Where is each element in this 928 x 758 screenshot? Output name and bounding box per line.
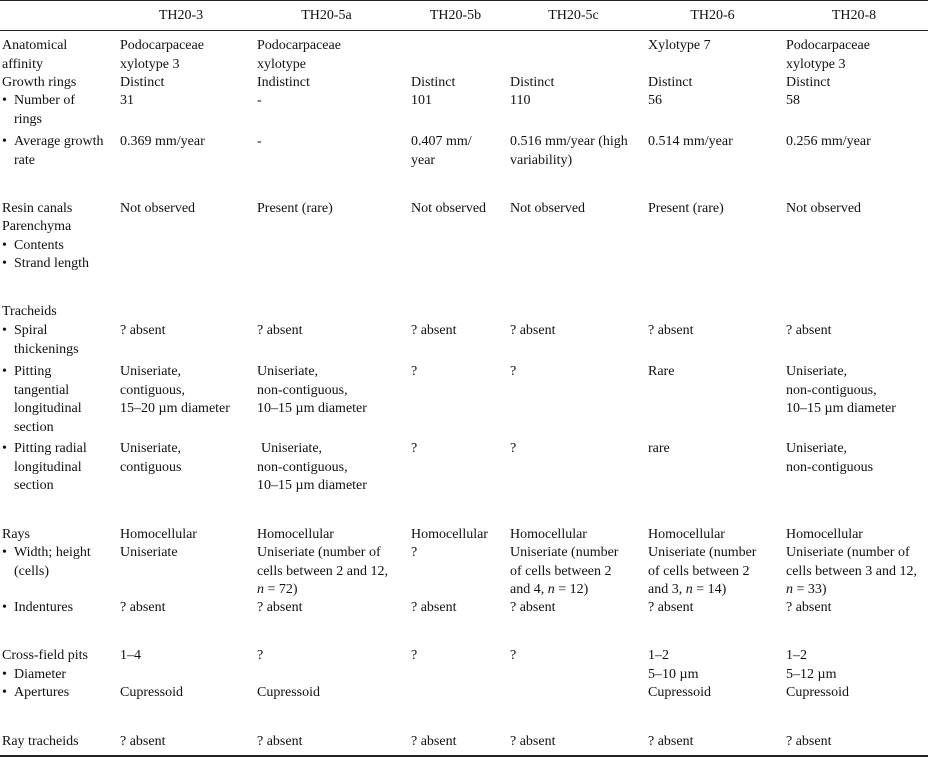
crossfield-th20-6: 1–2 <box>648 648 669 663</box>
rings-th20-5c: 110 <box>510 93 531 108</box>
affinity-th20-6: Xylotype 7 <box>648 38 711 53</box>
pit-rad-th20-8: Uniseriate, non-contiguous <box>786 441 874 475</box>
ray-tracheids-th20-6: ? absent <box>648 734 694 749</box>
pit-rad-th20-6: rare <box>648 441 670 456</box>
rate-th20-3: 0.369 mm/year <box>120 134 205 149</box>
indentures-th20-6: ? absent <box>648 600 694 615</box>
apertures-th20-8: Cupressoid <box>786 685 849 700</box>
row-label-resin-canals: Resin canals <box>2 201 73 216</box>
row-label-contents: • Contents <box>2 237 64 256</box>
apertures-th20-3: Cupressoid <box>120 685 183 700</box>
resin-th20-8: Not observed <box>786 201 862 216</box>
spiral-th20-5a: ? absent <box>257 323 303 338</box>
crossfield-th20-5b: ? <box>411 648 418 663</box>
row-label-strand-length: • Strand length <box>2 255 89 274</box>
resin-th20-5b: Not observed <box>411 201 487 216</box>
growth-th20-3: Distinct <box>120 75 165 90</box>
row-label-diameter: • Diameter <box>2 666 66 685</box>
resin-th20-5c: Not observed <box>510 201 586 216</box>
row-label-indentures: • Indentures <box>2 599 73 618</box>
rays-th20-5a: Homocellular <box>257 527 334 542</box>
growth-th20-8: Distinct <box>786 75 831 90</box>
header-rule <box>0 30 928 31</box>
ray-tracheids-th20-5c: ? absent <box>510 734 556 749</box>
growth-th20-5c: Distinct <box>510 75 555 90</box>
rate-th20-5b: 0.407 mm/ year <box>411 134 472 168</box>
col-header-th20-5b: TH20-5b <box>429 8 482 23</box>
pit-tang-th20-5a: Uniseriate, non-contiguous, 10–15 µm diameter <box>257 364 367 416</box>
width-th20-6: Uniseriate (number of cells between 2 and 3, n = 14) <box>648 545 757 597</box>
pit-rad-th20-5a: Uniseriate, non-contiguous, 10–15 µm diameter <box>257 441 367 493</box>
pit-tang-th20-5c: ? <box>510 364 517 379</box>
row-label-cross-field-pits: Cross-field pits <box>2 648 88 663</box>
affinity-th20-3: Podocarpaceae xylotype 3 <box>120 38 204 72</box>
row-label-average-growth-rate: • Average growth rate <box>2 133 104 170</box>
indentures-th20-5b: ? absent <box>411 600 457 615</box>
rays-th20-5b: Homocellular <box>411 527 488 542</box>
apertures-th20-5a: Cupressoid <box>257 685 320 700</box>
diameter-th20-6: 5–10 µm <box>648 667 699 682</box>
col-header-th20-3: TH20-3 <box>158 8 204 23</box>
col-header-th20-8: TH20-8 <box>831 8 877 23</box>
row-label-pitting-radial: • Pitting radial longitudinal section <box>2 440 87 496</box>
ray-tracheids-th20-5a: ? absent <box>257 734 303 749</box>
growth-th20-6: Distinct <box>648 75 693 90</box>
col-header-th20-5c: TH20-5c <box>548 8 599 23</box>
crossfield-th20-3: 1–4 <box>120 648 141 663</box>
affinity-th20-8: Podocarpaceae xylotype 3 <box>786 38 870 72</box>
indentures-th20-5a: ? absent <box>257 600 303 615</box>
spiral-th20-6: ? absent <box>648 323 694 338</box>
row-label-anatomical-affinity: Anatomical affinity <box>2 38 68 72</box>
top-rule <box>0 0 928 1</box>
rings-th20-5a: - <box>257 93 262 108</box>
pit-rad-th20-3: Uniseriate, contiguous <box>120 441 182 475</box>
indentures-th20-5c: ? absent <box>510 600 556 615</box>
rate-th20-6: 0.514 mm/year <box>648 134 733 149</box>
pit-rad-th20-5b: ? <box>411 441 418 456</box>
rings-th20-6: 56 <box>648 93 662 108</box>
row-label-parenchyma: Parenchyma <box>2 219 72 234</box>
apertures-th20-6: Cupressoid <box>648 685 711 700</box>
pit-tang-th20-5b: ? <box>411 364 418 379</box>
col-header-th20-6: TH20-6 <box>690 8 735 23</box>
row-label-rays: Rays <box>2 527 30 542</box>
width-th20-5a: Uniseriate (number of cells between 2 and 12, n = 72) <box>257 545 389 597</box>
growth-th20-5b: Distinct <box>411 75 456 90</box>
pit-rad-th20-5c: ? <box>510 441 517 456</box>
col-header-th20-5a: TH20-5a <box>301 8 352 23</box>
rings-th20-5b: 101 <box>411 93 432 108</box>
spiral-th20-5c: ? absent <box>510 323 556 338</box>
rays-th20-3: Homocellular <box>120 527 197 542</box>
resin-th20-3: Not observed <box>120 201 196 216</box>
pit-tang-th20-8: Uniseriate, non-contiguous, 10–15 µm diameter <box>786 364 896 416</box>
row-label-number-of-rings: • Number of rings <box>2 92 75 129</box>
crossfield-th20-5c: ? <box>510 648 517 663</box>
width-th20-5b: ? <box>411 545 418 560</box>
rays-th20-6: Homocellular <box>648 527 725 542</box>
spiral-th20-3: ? absent <box>120 323 166 338</box>
row-label-apertures: • Apertures <box>2 684 69 703</box>
resin-th20-6: Present (rare) <box>648 201 724 216</box>
row-label-ray-tracheids: Ray tracheids <box>2 734 79 749</box>
crossfield-th20-8: 1–2 <box>786 648 807 663</box>
rings-th20-3: 31 <box>120 93 134 108</box>
row-label-growth-rings: Growth rings <box>2 75 77 90</box>
ray-tracheids-th20-5b: ? absent <box>411 734 457 749</box>
rate-th20-5a: - <box>257 134 262 149</box>
width-th20-3: Uniseriate <box>120 545 178 560</box>
spiral-th20-5b: ? absent <box>411 323 457 338</box>
diameter-th20-8: 5–12 µm <box>786 667 837 682</box>
rays-th20-5c: Homocellular <box>510 527 587 542</box>
row-label-width-height: • Width; height (cells) <box>2 544 91 581</box>
pit-tang-th20-3: Uniseriate, contiguous, 15–20 µm diameter <box>120 364 230 416</box>
ray-tracheids-th20-3: ? absent <box>120 734 166 749</box>
bottom-rule <box>0 755 928 757</box>
width-th20-8: Uniseriate (number of cells between 3 and 12, n = 33) <box>786 545 918 597</box>
affinity-th20-5a: Podocarpaceae xylotype <box>257 38 341 72</box>
pit-tang-th20-6: Rare <box>648 364 675 379</box>
ray-tracheids-th20-8: ? absent <box>786 734 832 749</box>
indentures-th20-8: ? absent <box>786 600 832 615</box>
crossfield-th20-5a: ? <box>257 648 264 663</box>
rate-th20-8: 0.256 mm/year <box>786 134 871 149</box>
rings-th20-8: 58 <box>786 93 800 108</box>
row-label-pitting-tangential: • Pitting tangential longitudinal section <box>2 363 82 437</box>
row-label-tracheids: Tracheids <box>2 304 57 319</box>
rate-th20-5c: 0.516 mm/year (high variability) <box>510 134 628 168</box>
row-label-spiral-thickenings: • Spiral thickenings <box>2 322 79 359</box>
resin-th20-5a: Present (rare) <box>257 201 333 216</box>
spiral-th20-8: ? absent <box>786 323 832 338</box>
growth-th20-5a: Indistinct <box>257 75 310 90</box>
rays-th20-8: Homocellular <box>786 527 863 542</box>
indentures-th20-3: ? absent <box>120 600 166 615</box>
width-th20-5c: Uniseriate (number of cells between 2 and 4, n = 12) <box>510 545 619 597</box>
